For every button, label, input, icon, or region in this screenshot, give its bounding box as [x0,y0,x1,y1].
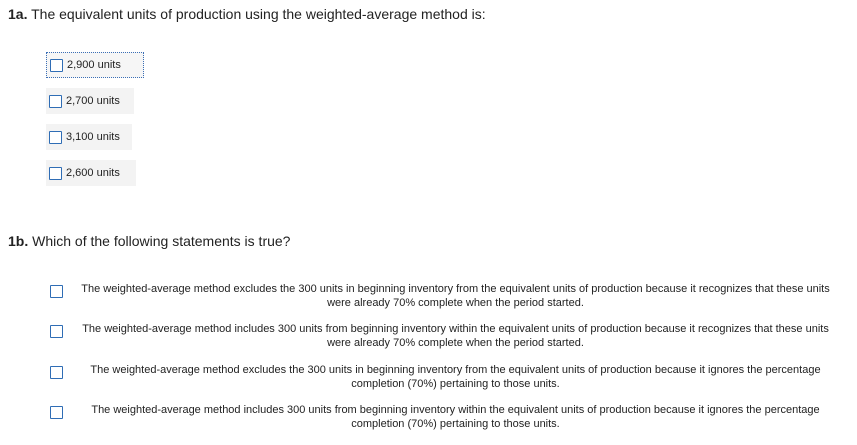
checkbox[interactable] [50,366,63,379]
q1b-option-2-label: The weighted-average method includes 300 units from beginning inventory within the equivalent units of production because it recognizes that these units were already 70% complete when the period started. [82,323,829,349]
checkbox[interactable] [50,406,63,419]
q1b-option-2[interactable] [46,320,843,354]
q1a-option-1[interactable] [46,52,144,78]
q1b-option-3[interactable] [46,361,843,395]
q1a-option-1-label: 2,900 units [67,59,121,71]
checkbox[interactable] [49,167,62,180]
question-1b-number: 1b. [8,233,29,249]
q1a-option-3-label: 3,100 units [66,131,120,143]
q1a-option-2[interactable] [46,88,134,114]
question-1a-number: 1a. [8,6,28,22]
question-1a-text: The equivalent units of production using the weighted-average method is: [31,6,486,22]
question-1b-text: Which of the following statements is true? [32,233,291,249]
checkbox[interactable] [50,325,63,338]
q1b-option-1[interactable] [46,280,843,314]
q1a-option-3[interactable] [46,124,132,150]
q1b-option-4[interactable] [46,401,843,435]
q1a-option-4-label: 2,600 units [66,167,120,179]
q1b-option-4-label: The weighted-average method includes 300 units from beginning inventory within the equivalent units of production because it ignores the percentage completion (70%) pertaining to those units. [91,404,820,430]
checkbox[interactable] [50,59,63,72]
q1b-option-1-label: The weighted-average method excludes the 300 units in beginning inventory from the equivalent units of production because it recognizes that these units were already 70% complete when the period started. [81,283,830,309]
q1a-option-2-label: 2,700 units [66,95,120,107]
checkbox[interactable] [49,95,62,108]
q1b-option-3-label: The weighted-average method excludes the 300 units in beginning inventory from the equivalent units of production because it ignores the percentage completion (70%) pertaining to those units. [90,364,821,390]
q1a-option-4[interactable] [46,160,136,186]
question-1b-prompt [8,232,290,250]
question-1a-prompt [8,5,486,23]
checkbox[interactable] [49,131,62,144]
checkbox[interactable] [50,285,63,298]
